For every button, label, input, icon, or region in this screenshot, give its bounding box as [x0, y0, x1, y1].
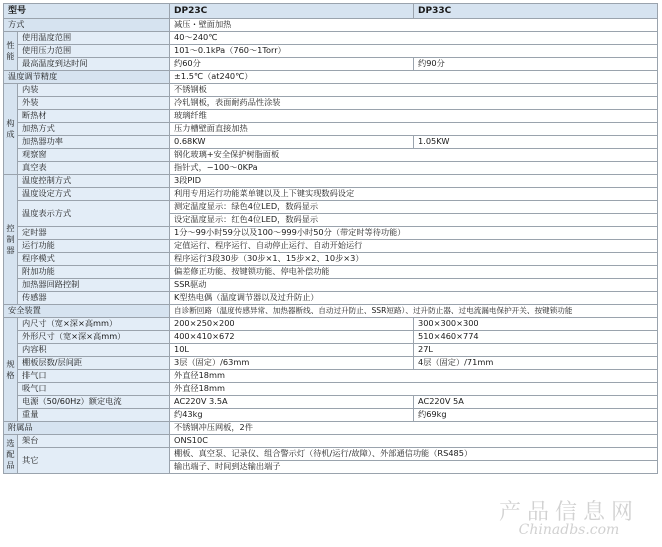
row-inner-size: [4, 318, 658, 331]
safety-label: 安全装置: [4, 305, 170, 318]
pressure-range-label: 使用压力范围: [18, 45, 170, 58]
program-mode-label: 程序模式: [18, 253, 170, 266]
watermark-en: Chinadbs.com: [518, 522, 620, 538]
timer-value: 1分～99小时59分以及100～999小时50分（带定时等待功能）: [170, 227, 658, 240]
method-label: 方式: [4, 19, 170, 32]
volume-dp33c: 27L: [414, 344, 658, 357]
row-shelves: [4, 357, 658, 370]
temp-display-label: 温度表示方式: [18, 201, 170, 227]
row-method: [4, 19, 658, 32]
temp-accuracy-label: 温度调节精度: [4, 71, 170, 84]
category-options: 选 配 品: [4, 435, 18, 474]
row-temp-accuracy: [4, 71, 658, 84]
row-other-1: [4, 448, 658, 461]
power-dp33c: AC220V 5A: [414, 396, 658, 409]
temp-display-value-1: 测定温度显示：绿色4位LED，数码显示: [170, 201, 658, 214]
watermark: [494, 495, 644, 538]
insulation-value: 玻璃纤维: [170, 110, 658, 123]
category-specs: 规 格: [4, 318, 18, 422]
volume-dp23c: 10L: [170, 344, 414, 357]
extra-function-value: 偏差修正功能、按键锁功能、停电补偿功能: [170, 266, 658, 279]
run-function-label: 运行功能: [18, 240, 170, 253]
row-max-temp-time: [4, 58, 658, 71]
shelves-dp33c: 4层（固定）/71mm: [414, 357, 658, 370]
volume-label: 内容积: [18, 344, 170, 357]
row-accessories: [4, 422, 658, 435]
row-safety: [4, 305, 658, 318]
weight-dp33c: 约69kg: [414, 409, 658, 422]
shelves-dp23c: 3层（固定）/63mm: [170, 357, 414, 370]
outer-label: 外装: [18, 97, 170, 110]
heater-power-dp23c: 0.68KW: [170, 136, 414, 149]
temp-control-label: 温度控制方式: [18, 175, 170, 188]
row-stand: [4, 435, 658, 448]
temp-display-value-2: 设定温度显示：红色4位LED，数码显示: [170, 214, 658, 227]
heating-method-value: 压力槽壁面直接加热: [170, 123, 658, 136]
exhaust-label: 排气口: [18, 370, 170, 383]
sensor-value: K型热电偶（温度调节器以及过升防止）: [170, 292, 658, 305]
pressure-range-value: 101～0.1kPa（760～1Torr）: [170, 45, 658, 58]
intake-value: 外直径18mm: [170, 383, 658, 396]
row-temp-setting: [4, 188, 658, 201]
other-value-2: 输出端子、时间到达输出端子: [170, 461, 658, 474]
row-temp-control: [4, 175, 658, 188]
inner-size-dp23c: 200×250×200: [170, 318, 414, 331]
temp-range-label: 使用温度范围: [18, 32, 170, 45]
heater-circuit-value: SSR驱动: [170, 279, 658, 292]
row-run-function: [4, 240, 658, 253]
heater-power-label: 加热器功率: [18, 136, 170, 149]
heater-power-dp33c: 1.05KW: [414, 136, 658, 149]
other-value-1: 棚板、真空泵、记录仪、组合警示灯（待机/运行/故障）、外部通信功能（RS485）: [170, 448, 658, 461]
stand-label: 架台: [18, 435, 170, 448]
row-timer: [4, 227, 658, 240]
row-heater-power: [4, 136, 658, 149]
row-insulation: [4, 110, 658, 123]
max-temp-time-label: 最高温度到达时间: [18, 58, 170, 71]
outer-size-dp33c: 510×460×774: [414, 331, 658, 344]
outer-size-label: 外形尺寸（宽×深×高mm）: [18, 331, 170, 344]
window-value: 钢化玻璃+安全保护树脂面板: [170, 149, 658, 162]
row-program-mode: [4, 253, 658, 266]
heater-circuit-label: 加热器回路控制: [18, 279, 170, 292]
temp-accuracy-value: ±1.5℃（at240℃）: [170, 71, 658, 84]
watermark-cn: 产品信息网: [498, 500, 639, 525]
header-dp33c: DP33C: [414, 4, 658, 19]
weight-label: 重量: [18, 409, 170, 422]
exhaust-value: 外直径18mm: [170, 370, 658, 383]
stand-value: ONS10C: [170, 435, 658, 448]
program-mode-value: 程序运行3段30步（30步×1、15步×2、10步×3）: [170, 253, 658, 266]
timer-label: 定时器: [18, 227, 170, 240]
inner-value: 不锈钢板: [170, 84, 658, 97]
header-model: 型号: [4, 4, 170, 19]
row-volume: [4, 344, 658, 357]
category-performance: 性 能: [4, 32, 18, 71]
sensor-label: 传感器: [18, 292, 170, 305]
row-heating-method: [4, 123, 658, 136]
row-extra-function: [4, 266, 658, 279]
inner-size-label: 内尺寸（宽×深×高mm）: [18, 318, 170, 331]
extra-function-label: 附加功能: [18, 266, 170, 279]
window-label: 观察窗: [18, 149, 170, 162]
row-power: [4, 396, 658, 409]
row-temp-display-1: [4, 201, 658, 214]
intake-label: 吸气口: [18, 383, 170, 396]
max-temp-time-dp33c: 约90分: [414, 58, 658, 71]
weight-dp23c: 约43kg: [170, 409, 414, 422]
row-inner: [4, 84, 658, 97]
temp-control-value: 3段PID: [170, 175, 658, 188]
row-exhaust: [4, 370, 658, 383]
row-pressure-range: [4, 45, 658, 58]
inner-size-dp33c: 300×300×300: [414, 318, 658, 331]
header-dp23c: DP23C: [170, 4, 414, 19]
shelves-label: 棚板层数/层间距: [18, 357, 170, 370]
max-temp-time-dp23c: 约60分: [170, 58, 414, 71]
row-vacuum-gauge: [4, 162, 658, 175]
category-structure: 构 成: [4, 84, 18, 175]
row-intake: [4, 383, 658, 396]
vacuum-gauge-value: 指针式，−100～0KPa: [170, 162, 658, 175]
category-controller: 控 制 器: [4, 175, 18, 305]
method-value: 减压・壁面加热: [170, 19, 658, 32]
safety-value: 自诊断回路（温度传感异常、加热器断线、自动过升防止、SSR短路）、过升防止器、过电流漏电保护开关、按键锁功能: [170, 305, 658, 318]
insulation-label: 断热材: [18, 110, 170, 123]
spec-table: [3, 3, 658, 474]
header-row: [4, 4, 658, 19]
row-window: [4, 149, 658, 162]
accessories-value: 不锈钢冲压网板，2件: [170, 422, 658, 435]
outer-size-dp23c: 400×410×672: [170, 331, 414, 344]
run-function-value: 定值运行、程序运行、自动停止运行、自动开始运行: [170, 240, 658, 253]
row-outer: [4, 97, 658, 110]
power-label: 电源（50/60Hz）额定电流: [18, 396, 170, 409]
power-dp23c: AC220V 3.5A: [170, 396, 414, 409]
outer-value: 冷轧钢板，表面耐药品性涂装: [170, 97, 658, 110]
inner-label: 内装: [18, 84, 170, 97]
temp-range-value: 40～240℃: [170, 32, 658, 45]
row-heater-circuit: [4, 279, 658, 292]
row-sensor: [4, 292, 658, 305]
other-label: 其它: [18, 448, 170, 474]
temp-setting-value: 利用专用运行功能菜单键以及上下键实现数码设定: [170, 188, 658, 201]
vacuum-gauge-label: 真空表: [18, 162, 170, 175]
row-temp-range: [4, 32, 658, 45]
row-outer-size: [4, 331, 658, 344]
heating-method-label: 加热方式: [18, 123, 170, 136]
accessories-label: 附属品: [4, 422, 170, 435]
row-weight: [4, 409, 658, 422]
temp-setting-label: 温度设定方式: [18, 188, 170, 201]
